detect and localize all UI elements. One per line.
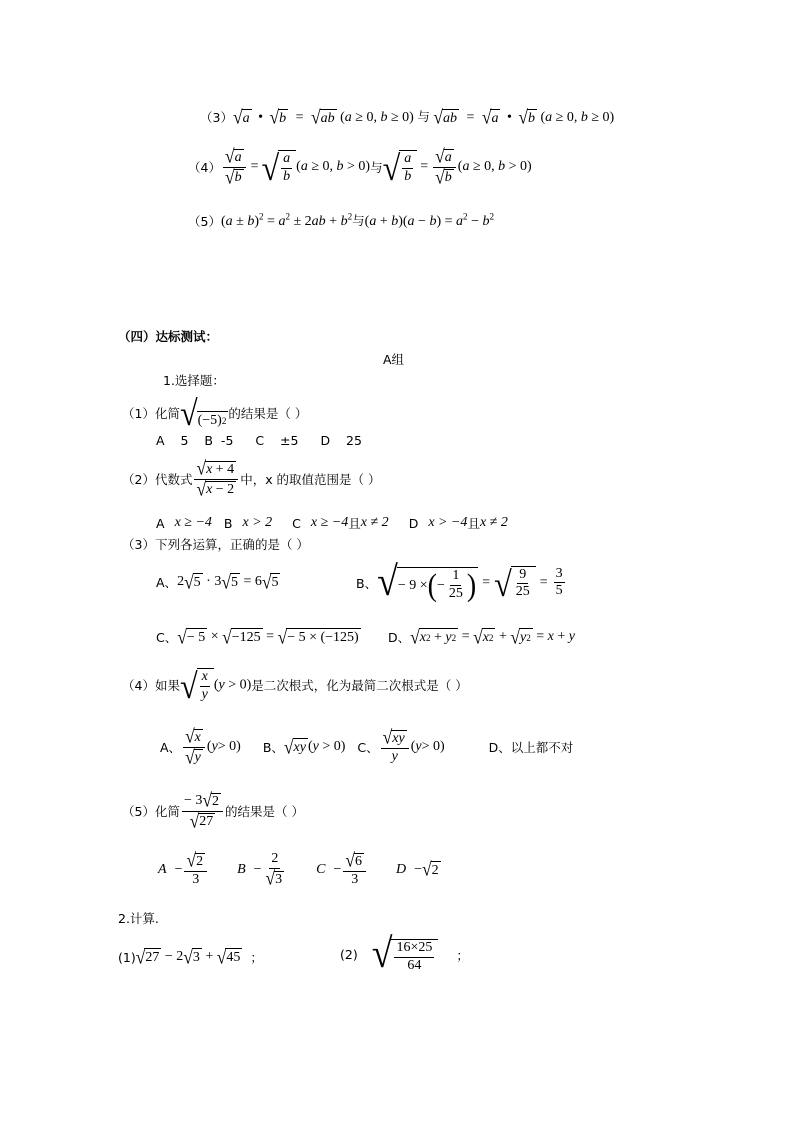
option-b-label: B [237, 861, 246, 877]
question-4-tail: 是二次根式，化为最简二次根式是（ ） [251, 678, 468, 694]
option-b-label: B [223, 515, 233, 531]
option-d-expr2: x ≠ 2 [479, 515, 508, 530]
option-d-label: D、 [388, 630, 411, 645]
rule-5-connector: 与 [352, 213, 365, 228]
question-3-option-b [356, 558, 567, 606]
question-5-formula: − 3 √ 2 √ 27 [180, 792, 225, 830]
option-d-label: D [396, 861, 407, 877]
rule-4-label: （4） [188, 160, 221, 175]
option-a-label: A [158, 861, 167, 877]
option-a-label: A [156, 515, 165, 531]
question-5-options [158, 848, 441, 889]
calc-part-2-formula: √ $\frac{16\times 25}{64}$ [372, 936, 439, 974]
option-b-label: B、 [262, 740, 284, 755]
option-a-formula: 2 √ 5 · 3 √ 5 = 6 √ 5 [177, 570, 279, 593]
calc-title: 2.计算. [118, 911, 159, 926]
option-d-label: D、以上都不对 [488, 740, 574, 755]
question-4-label: （4）如果 [122, 678, 180, 694]
option-a-expr: x ≥ −4 [174, 515, 212, 530]
option-d-formula: − √ 2 [414, 858, 439, 881]
rule-5 [188, 211, 494, 230]
question-3-option-a [156, 570, 280, 593]
question-3-option-c [156, 625, 361, 648]
section-title: （四）达标测试： [118, 329, 219, 344]
question-1-formula: √ (−5) 2 [179, 393, 227, 433]
option-c-formula: − √ 6 3 [334, 852, 369, 887]
rule-3 [200, 107, 614, 127]
option-c-formula: √ − 5 × √ −125 = √ − 5 × (−125) [177, 625, 359, 648]
question-3-label: （3）下列各运算，正确的是（ ） [122, 537, 309, 552]
option-d-formula: √ x 2 + y 2 = √ x 2 + √ y 2 = x + y [410, 625, 575, 648]
rule-4-connector: 与 [370, 160, 383, 175]
question-2 [122, 456, 381, 500]
option-c-and: 且 [348, 516, 361, 531]
option-c-label: C、 [357, 740, 379, 755]
option-a: A 5 [156, 433, 189, 448]
question-4-options [160, 724, 574, 768]
option-a-label: A、 [160, 740, 182, 755]
option-d: D 25 [320, 433, 362, 448]
question-1-label: （1）化简 [122, 406, 180, 422]
rule-3-connector: 与 [417, 109, 430, 124]
question-1 [122, 393, 308, 433]
option-b-label: B、 [356, 575, 378, 591]
rule-5-label: （5） [188, 213, 221, 229]
rule-4-formula: √ a √ b = √ $\frac{a}{b}$ (a ≥ 0, b > 0) 与 √ $\frac{a}{b}$ = √ a √ b (a ≥ 0, b > 0) [224, 144, 532, 188]
calc-part-1-separator: ； [250, 950, 263, 965]
calc-part-1 [118, 945, 263, 968]
question-5-label: （5）化简 [122, 804, 180, 819]
option-c: C ±5 [255, 433, 299, 448]
option-c-label: C、 [156, 630, 178, 645]
option-b-formula: − 2 √ 3 [253, 851, 283, 889]
question-4 [122, 666, 468, 706]
option-a-label: A、 [156, 575, 178, 590]
rule-3-label: （3） [200, 109, 233, 125]
option-c-expr: x ≥ −4 [310, 515, 349, 530]
question-4-formula: √ $\frac{x}{y}$ (y > 0) [179, 666, 252, 706]
option-c-formula: √ xy y ( y > 0) [382, 726, 445, 764]
option-c-label: C [316, 861, 326, 877]
option-c-expr2: x ≠ 2 [360, 515, 389, 530]
question-2-label: （2）代数式 [122, 472, 193, 487]
question-5 [122, 788, 304, 832]
option-d-and: 且 [467, 516, 480, 531]
option-a-formula: √ x √ y ( y > 0) [185, 724, 241, 768]
calc-part-2-separator: ； [456, 947, 469, 963]
question-1-options [156, 433, 362, 448]
calc-part-2-label: (2) [340, 947, 358, 963]
question-2-options [156, 514, 508, 532]
option-b-formula: √ − 9 × ( − $\frac{1}{25}$ ) = √ $\frac{9}{25}$ = $\frac{3}{5}$ [377, 558, 563, 606]
calc-part-1-label: (1) [118, 949, 136, 965]
question-1-tail: 的结果是（ ） [228, 406, 308, 422]
option-b-formula: √ xy (y > 0) [283, 735, 346, 758]
option-d-expr: x > −4 [428, 515, 468, 530]
question-2-tail: 中，x 的取值范围是（ ） [240, 472, 381, 487]
question-3-option-d [388, 625, 575, 648]
rule-5-formula: $(a \pm b)^2 = a^2 \pm 2ab + b^2$与$(a + b)(a - b) = a^2 - b^2$ [220, 211, 495, 229]
option-a-formula: − √ 2 3 [175, 852, 210, 887]
option-c-label: C [292, 515, 301, 531]
option-b: B -5 [204, 433, 234, 448]
option-b-expr: x > 2 [242, 515, 273, 530]
option-d-label: D [408, 515, 419, 531]
choice-title: 1.选择题： [163, 373, 225, 388]
calc-part-2 [340, 930, 469, 978]
rule-4 [188, 144, 532, 188]
rule-3-formula: √ a • √ b = √ ab (a ≥ 0, b ≥ 0) 与 √ ab = √ a • √ b (a ≥ 0, b ≥ 0) [232, 106, 615, 129]
calc-part-1-formula: √ 27 − 2 √ 3 + √ 45 [135, 945, 241, 968]
group-label: A组 [383, 352, 405, 367]
question-2-formula: √ x + 4 √ x − 2 [192, 460, 240, 498]
question-5-tail: 的结果是（ ） [224, 804, 304, 819]
